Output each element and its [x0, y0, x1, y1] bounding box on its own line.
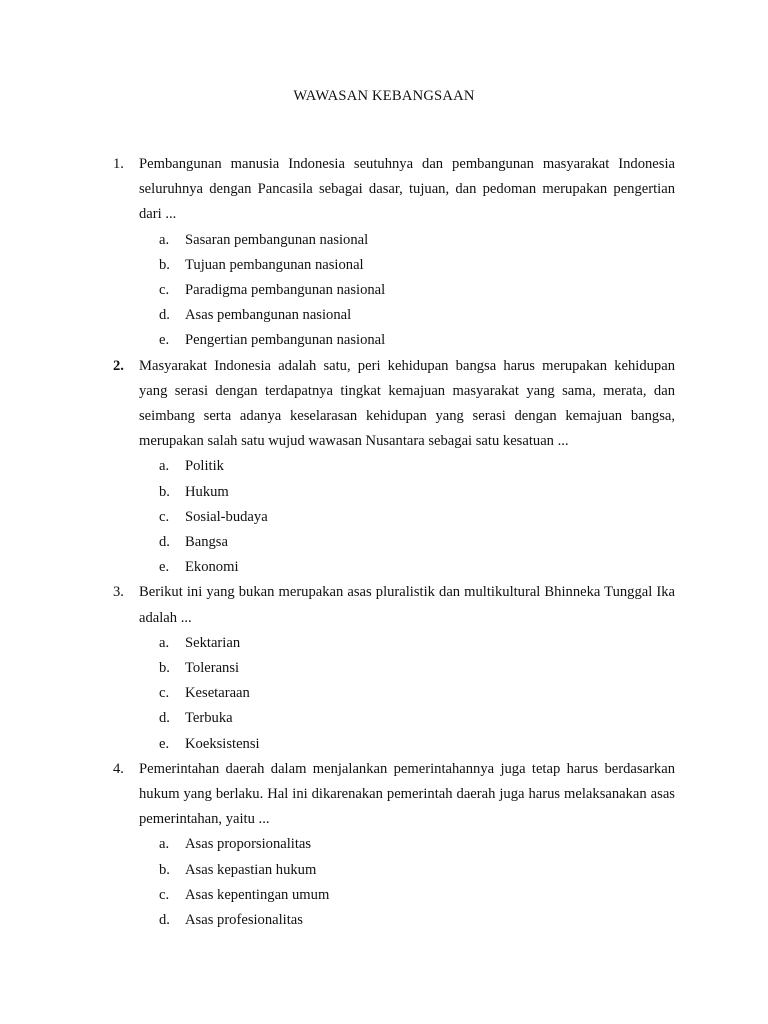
option-b [159, 858, 675, 883]
option-letter: a. [159, 231, 170, 248]
option-letter: b. [159, 483, 170, 500]
option-b [159, 480, 675, 505]
option-text: Paradigma pembangunan nasional [185, 282, 386, 299]
option-text: Hukum [185, 483, 229, 500]
option-text: Sosial-budaya [185, 508, 268, 525]
question-text: Berikut ini yang bukan merupakan asas pluralistik dan multikultural Bhinneka Tunggal Ika adalah ... [139, 584, 675, 626]
option-d [159, 530, 675, 555]
option-a [159, 228, 675, 253]
option-letter: e. [159, 559, 170, 576]
option-list [139, 454, 675, 580]
option-text: Sasaran pembangunan nasional [185, 231, 369, 248]
option-a [159, 454, 675, 479]
question-3 [113, 580, 675, 756]
option-letter: e. [159, 735, 170, 752]
option-list [139, 631, 675, 757]
option-e [159, 555, 675, 580]
option-text: Tujuan pembangunan nasional [185, 256, 364, 273]
option-letter: c. [159, 508, 170, 525]
option-d [159, 706, 675, 731]
option-d [159, 303, 675, 328]
question-number: 4. [113, 760, 124, 777]
option-c [159, 883, 675, 908]
question-1 [113, 152, 675, 354]
option-letter: b. [159, 256, 170, 273]
option-text: Koeksistensi [185, 735, 260, 752]
option-letter: c. [159, 886, 170, 903]
option-text: Terbuka [185, 710, 233, 727]
option-text: Asas profesionalitas [185, 912, 303, 929]
question-text: Pemerintahan daerah dalam menjalankan pemerintahannya juga tetap harus berdasarkan hukum yang berlaku. Hal ini dikarenakan pemerintah daerah juga harus melaksanakan asas pemerintahan, yaitu ... [139, 760, 675, 828]
option-letter: b. [159, 861, 170, 878]
option-b [159, 656, 675, 681]
option-e [159, 732, 675, 757]
option-d [159, 908, 675, 933]
option-text: Asas kepentingan umum [185, 886, 330, 903]
option-text: Pengertian pembangunan nasional [185, 332, 386, 349]
option-letter: a. [159, 634, 170, 651]
option-letter: e. [159, 332, 170, 349]
option-letter: c. [159, 685, 170, 702]
option-b [159, 253, 675, 278]
option-list [139, 832, 675, 933]
option-text: Asas proporsionalitas [185, 836, 312, 853]
question-number: 1. [113, 156, 124, 172]
question-text: Masyarakat Indonesia adalah satu, peri kehidupan bangsa harus merupakan kehidupan yang serasi dengan terdapatnya tingkat kemajuan masyarakat yang sama, merata, dan seimbang serta adanya keselarasan kehidupan yang serasi dengan kemajuan bangsa, merupakan salah satu wujud wawasan Nusantara sebagai satu kesatuan ... [139, 357, 675, 450]
option-letter: d. [159, 534, 170, 551]
option-list [139, 228, 675, 354]
document-title: WAWASAN KEBANGSAAN [293, 88, 475, 104]
option-letter: d. [159, 912, 170, 929]
option-c [159, 278, 675, 303]
option-letter: d. [159, 710, 170, 727]
question-4 [113, 757, 675, 933]
option-text: Asas kepastian hukum [185, 861, 317, 878]
option-letter: a. [159, 836, 170, 853]
question-list [113, 152, 675, 933]
question-2 [113, 354, 675, 581]
option-letter: a. [159, 458, 170, 475]
question-number: 2. [113, 357, 124, 374]
option-text: Kesetaraan [185, 685, 250, 702]
option-a [159, 631, 675, 656]
option-c [159, 681, 675, 706]
option-e [159, 328, 675, 353]
option-text: Ekonomi [185, 559, 239, 576]
option-letter: b. [159, 660, 170, 677]
option-text: Asas pembangunan nasional [185, 307, 352, 324]
option-c [159, 505, 675, 530]
option-text: Bangsa [185, 534, 228, 551]
question-text: Pembangunan manusia Indonesia seutuhnya dan pembangunan masyarakat Indonesia seluruhnya dengan Pancasila sebagai dasar, tujuan, dan pedoman merupakan pengertian dari ... [139, 156, 675, 223]
option-text: Politik [185, 458, 224, 475]
option-a [159, 832, 675, 857]
question-number: 3. [113, 584, 124, 601]
option-text: Toleransi [185, 660, 240, 677]
option-letter: d. [159, 307, 170, 324]
option-letter: c. [159, 282, 170, 299]
option-text: Sektarian [185, 634, 241, 651]
